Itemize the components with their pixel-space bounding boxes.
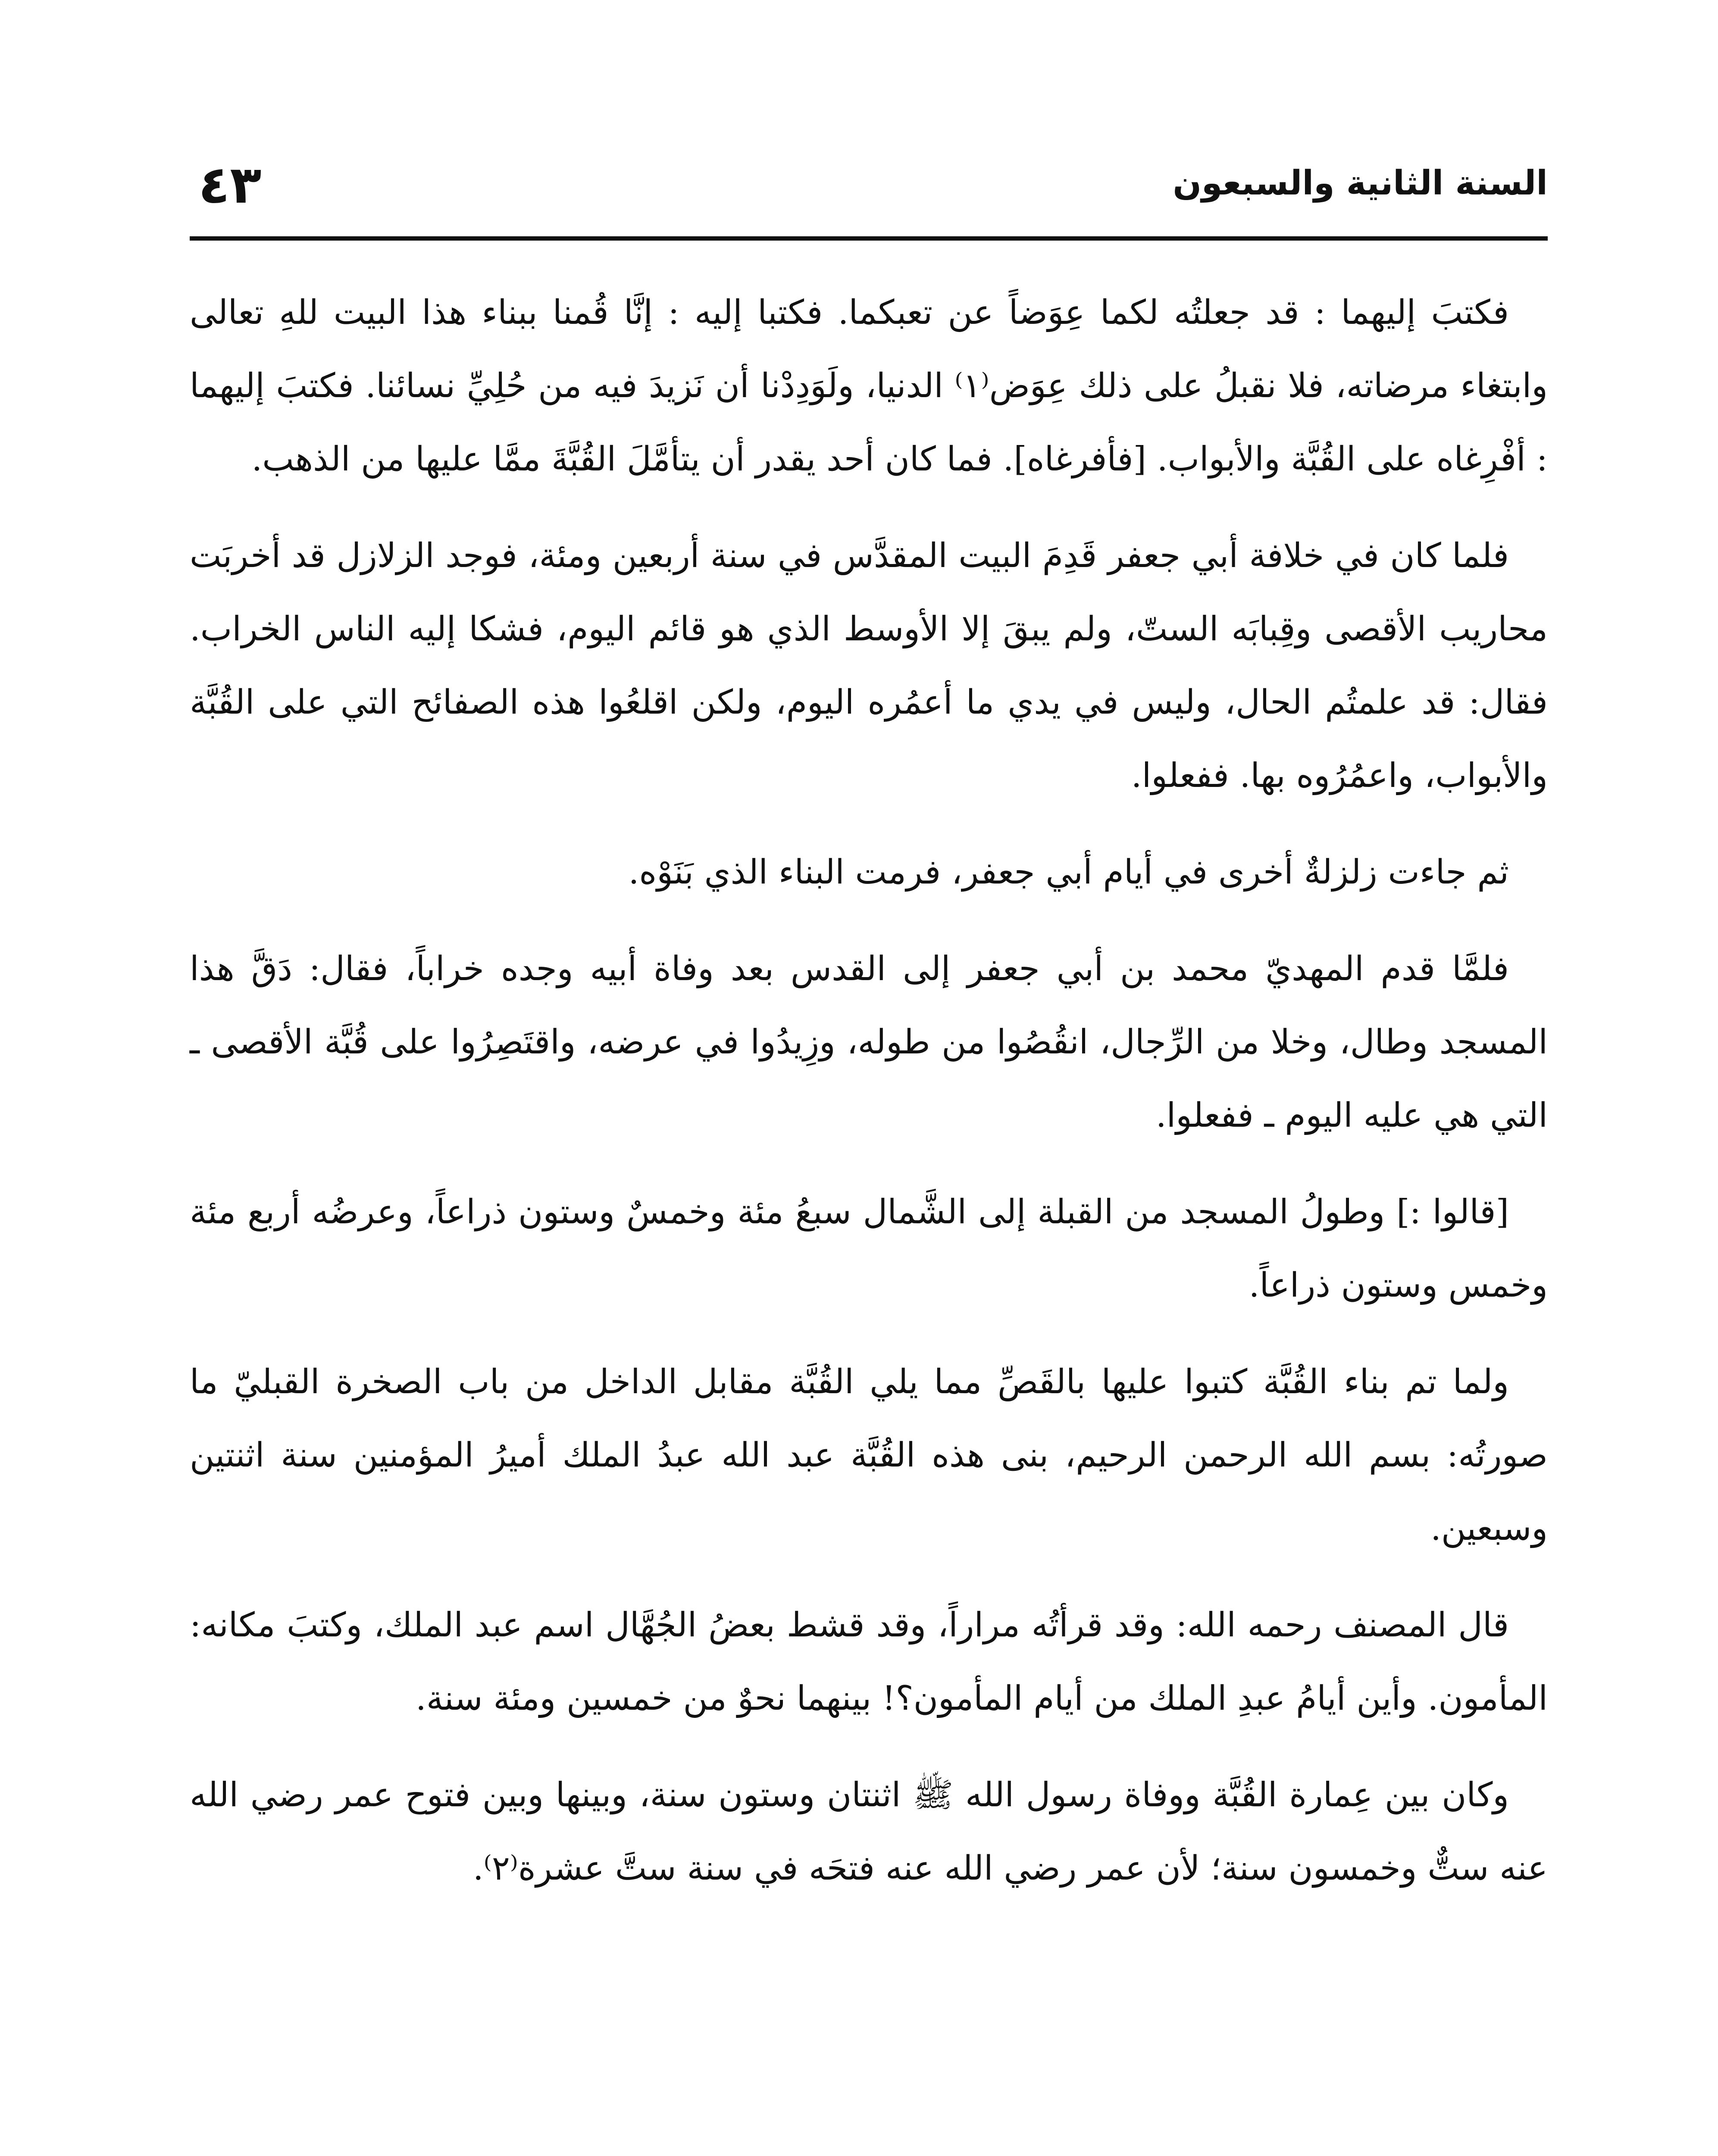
running-head-title: السنة الثانية والسبعون — [1173, 164, 1548, 203]
paragraph: ثم جاءت زلزلةٌ أخرى في أيام أبي جعفر، فرمت البناء الذي بَنَوْه. — [628, 853, 1509, 892]
header-divider — [190, 236, 1548, 241]
main-text — [190, 276, 1548, 1928]
paragraph: قال المصنف رحمه الله: وقد قرأتُه مراراً، وقد قشط بعضُ الجُهَّال اسم عبد الملك، وكتبَ مكانه: المأمون. وأين أيامُ عبدِ الملك من أيام المأمون؟! بينهما نحوٌ من خمسين ومئة سنة. — [190, 1606, 1548, 1718]
page-number: ٤٣ — [198, 155, 262, 215]
paragraph: فلمَّا قدم المهديّ محمد بن أبي جعفر إلى القدس بعد وفاة أبيه وجده خراباً، فقال: دَقَّ هذا المسجد وطال، وخلا من الرِّجال، انقُصُوا من طوله، وزِيدُوا في عرضه، واقتَصِرُوا على قُبَّة الأقصى ـ التي هي عليه اليوم ـ ففعلوا. — [190, 950, 1548, 1135]
paragraph: [قالوا :] وطولُ المسجد من القبلة إلى الشَّمال سبعُ مئة وخمسٌ وستون ذراعاً، وعرضُه أربع مئة وخمس وستون ذراعاً. — [190, 1193, 1548, 1305]
page-header — [190, 155, 1548, 224]
paragraph: وكان بين عِمارة القُبَّة ووفاة رسول الله ﷺ اثنتان وستون سنة، وبينها وبين فتوح عمر رضي الله عنه ستٌّ وخمسون سنة؛ لأن عمر رضي الله عنه فتحَه في سنة ستَّ عشرة⁽٢⁾. — [190, 1776, 1548, 1888]
paragraph: ولما تم بناء القُبَّة كتبوا عليها بالقَصِّ مما يلي القُبَّة مقابل الداخل من باب الصخرة القبليّ ما صورتُه: بسم الله الرحمن الرحيم، بنى هذه القُبَّة عبد الله عبدُ الملك أميرُ المؤمنين سنة اثنتين وسبعين. — [190, 1363, 1548, 1548]
paragraph: فلما كان في خلافة أبي جعفر قَدِمَ البيت المقدَّس في سنة أربعين ومئة، فوجد الزلازل قد أخربَت محاريب الأقصى وقِبابَه الستّ، ولم يبقَ إلا الأوسط الذي هو قائم اليوم، فشكا إليه الناس الخراب. فقال: قد علمتُم الحال، وليس في يدي ما أعمُره اليوم، ولكن اقلعُوا هذه الصفائح التي على القُبَّة والأبواب، واعمُرُوه بها. ففعلوا. — [190, 536, 1548, 795]
paragraph: فكتبَ إليهما : قد جعلتُه لكما عِوَضاً عن تعبكما. فكتبا إليه : إنَّا قُمنا ببناء هذا البيت للهِ تعالى وابتغاء مرضاته، فلا نقبلُ على ذلك عِوَض⁽١⁾ الدنيا، ولَوَدِدْنا أن نَزيدَ فيه من حُلِيِّ نسائنا. فكتبَ إليهما : أفْرِغاه على القُبَّة والأبواب. [فأفرغاه]. فما كان أحد يقدر أن يتأمَّلَ القُبَّةَ ممَّا عليها من الذهب. — [190, 293, 1548, 479]
